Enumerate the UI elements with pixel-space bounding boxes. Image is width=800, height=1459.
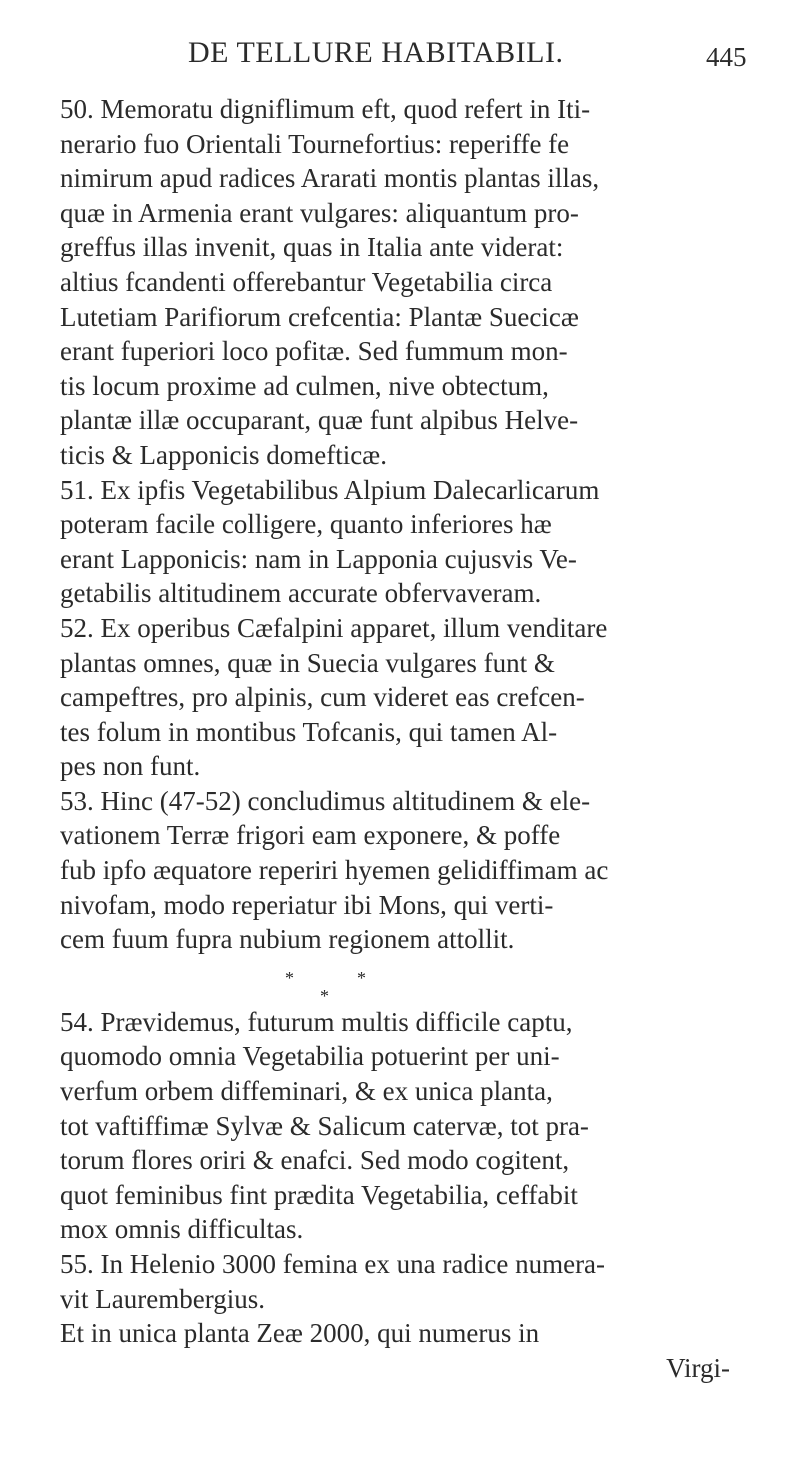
paragraph-50 bbox=[60, 92, 780, 473]
text-line: torum flores oriri & enafci. Sed modo cogitent, bbox=[60, 1145, 570, 1176]
text-line: quot feminibus fint prædita Vegetabilia, ceffabit bbox=[60, 1179, 578, 1210]
text-line: tis locum proxime ad culmen, nive obtectum, bbox=[60, 370, 549, 401]
text-line: vationem Terræ frigori eam exponere, & poffe bbox=[60, 820, 561, 851]
text-line: plantas omnes, quæ in Suecia vulgares funt & bbox=[60, 647, 555, 678]
text-line: vit Laurembergius. bbox=[60, 1283, 265, 1314]
paragraph-52 bbox=[60, 611, 780, 784]
text-line: 51. Ex ipfis Vegetabilibus Alpium Dalecarlicarum bbox=[60, 474, 600, 505]
section-separator bbox=[60, 961, 780, 1006]
body-text bbox=[60, 92, 780, 1385]
text-line: tes folum in montibus Tofcanis, qui tamen Al- bbox=[60, 716, 558, 747]
separator-star: * bbox=[320, 985, 329, 1006]
paragraph-51 bbox=[60, 473, 780, 611]
text-line: mox omnis difficultas. bbox=[60, 1214, 304, 1245]
text-line: campeftres, pro alpinis, cum videret eas crefcen- bbox=[60, 682, 585, 713]
text-line: erant fuperiori loco pofitæ. Sed fummum mon- bbox=[60, 336, 568, 367]
text-line: Et in unica planta Zeæ 2000, qui numerus in bbox=[60, 1318, 540, 1349]
text-line: pes non funt. bbox=[60, 751, 201, 782]
text-line: nimirum apud radices Ararati montis plantas illas, bbox=[60, 163, 600, 194]
text-line: 50. Memoratu digniflimum eft, quod refert in Iti- bbox=[60, 94, 591, 124]
text-line: tot vaftiffimæ Sylvæ & Salicum catervæ, tot pra- bbox=[60, 1110, 589, 1141]
text-line: erant Lapponicis: nam in Lapponia cujusvis Ve- bbox=[60, 543, 577, 574]
text-line: 54. Prævidemus, futurum multis difficile captu, bbox=[60, 1006, 573, 1037]
text-line: Lutetiam Parifiorum crefcentia: Plantæ Suecicæ bbox=[60, 301, 579, 332]
text-line: cem fuum fupra nubium regionem attollit. bbox=[60, 924, 515, 955]
catchword: Virgi- bbox=[666, 1352, 730, 1383]
running-head: DE TELLURE HABITABILI. bbox=[188, 36, 564, 69]
text-line: 55. In Helenio 3000 femina ex una radice numera- bbox=[60, 1249, 606, 1279]
text-line: 52. Ex operibus Cæfalpini apparet, illum venditare bbox=[60, 612, 608, 643]
text-line: nerario fuo Orientali Tournefortius: reperiffe fe bbox=[60, 128, 570, 159]
text-line: poteram facile colligere, quanto inferiores hæ bbox=[60, 509, 552, 540]
text-line: verfum orbem diffeminari, & ex unica planta, bbox=[60, 1076, 553, 1107]
text-line: ticis & Lapponicis domefticæ. bbox=[60, 439, 387, 470]
text-line: fub ipfo æquatore reperiri hyemen gelidiffimam ac bbox=[60, 855, 609, 886]
text-line: altius fcandenti offerebantur Vegetabilia circa bbox=[60, 266, 553, 297]
text-line: quomodo omnia Vegetabilia potuerint per uni- bbox=[60, 1041, 560, 1072]
text-line: quæ in Armenia erant vulgares: aliquantum pro- bbox=[60, 197, 579, 228]
separator-star: * bbox=[357, 967, 366, 988]
text-line: nivofam, modo reperiatur ibi Mons, qui verti- bbox=[60, 889, 554, 920]
text-line: plantæ illæ occuparant, quæ funt alpibus Helve- bbox=[60, 405, 579, 436]
text-line: getabilis altitudinem accurate obfervaveram. bbox=[60, 578, 542, 609]
separator-star: * bbox=[285, 967, 294, 988]
paragraph-54 bbox=[60, 1005, 780, 1247]
paragraph-55 bbox=[60, 1247, 780, 1385]
text-line: 53. Hinc (47-52) concludimus altitudinem & ele- bbox=[60, 785, 591, 816]
text-line: greffus illas invenit, quas in Italia ante viderat: bbox=[60, 232, 564, 263]
paragraph-53 bbox=[60, 784, 780, 957]
page-number: 445 bbox=[706, 42, 747, 72]
